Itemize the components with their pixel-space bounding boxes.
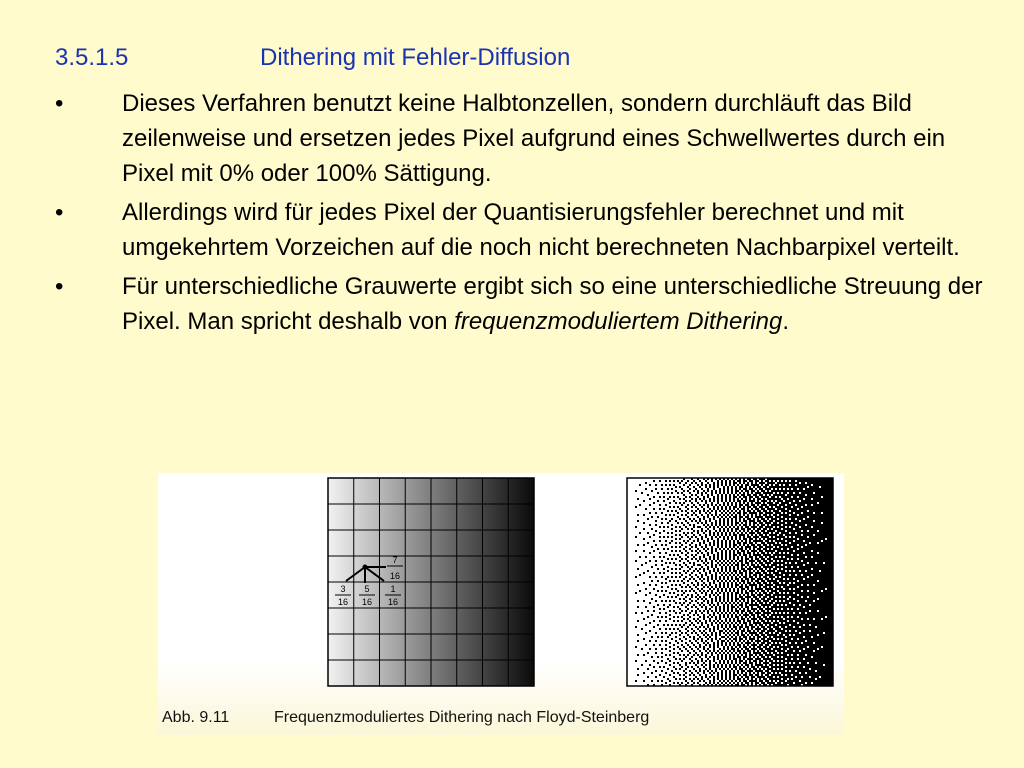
section-number: 3.5.1.5 <box>55 44 129 71</box>
bullet-text <box>122 273 982 335</box>
weight-down-numerator: 5 <box>364 584 370 594</box>
bullet-text-start: Für unterschiedliche Grauwerte ergibt sich so eine unterschiedliche Streuung der Pixel. Man spricht deshalb von <box>122 273 983 335</box>
bullet-icon: • <box>55 199 64 226</box>
dithered-panel <box>627 478 833 686</box>
weight-down-right-numerator: 1 <box>390 584 396 594</box>
bullet-text: Dieses Verfahren benutzt keine Halbtonzellen, sondern durchläuft das Bild zeilenweise und ersetzen jedes Pixel aufgrund eines Schwellwertes durch ein Pixel mit 0% oder 100% Sättigung. <box>122 90 946 187</box>
weight-down-left-numerator: 3 <box>340 584 346 594</box>
weight-down-right-denominator: 16 <box>387 597 399 607</box>
weight-down-denominator: 16 <box>361 597 373 607</box>
bullet-icon: • <box>55 273 64 300</box>
bullet-item <box>55 195 995 265</box>
section-heading <box>55 44 570 72</box>
bullet-item <box>55 269 995 339</box>
bullet-text-emphasis: frequenzmoduliertem Dithering <box>454 308 783 335</box>
figure-floyd-steinberg <box>158 473 844 735</box>
bullet-text-end: . <box>782 308 790 335</box>
figure-caption-label: Abb. 9.11 <box>162 709 230 726</box>
figure-caption <box>162 709 649 727</box>
bullet-text: Allerdings wird für jedes Pixel der Quantisierungsfehler berechnet und mit umgekehrtem Vorzeichen auf die noch nicht berechneten Nachbarpixel verteilt. <box>122 199 960 261</box>
bullet-icon: • <box>55 90 64 117</box>
weight-right-numerator: 7 <box>392 555 398 565</box>
bullet-list <box>55 86 995 343</box>
figure-caption-text: Frequenzmoduliertes Dithering nach Floyd-Steinberg <box>274 709 650 726</box>
gradient-grid-panel <box>328 478 534 686</box>
weight-right-denominator: 16 <box>389 571 401 581</box>
bullet-item <box>55 86 995 191</box>
figure-graphic <box>158 473 844 735</box>
weight-down-left-denominator: 16 <box>337 597 349 607</box>
section-title: Dithering mit Fehler-Diffusion <box>260 44 571 71</box>
